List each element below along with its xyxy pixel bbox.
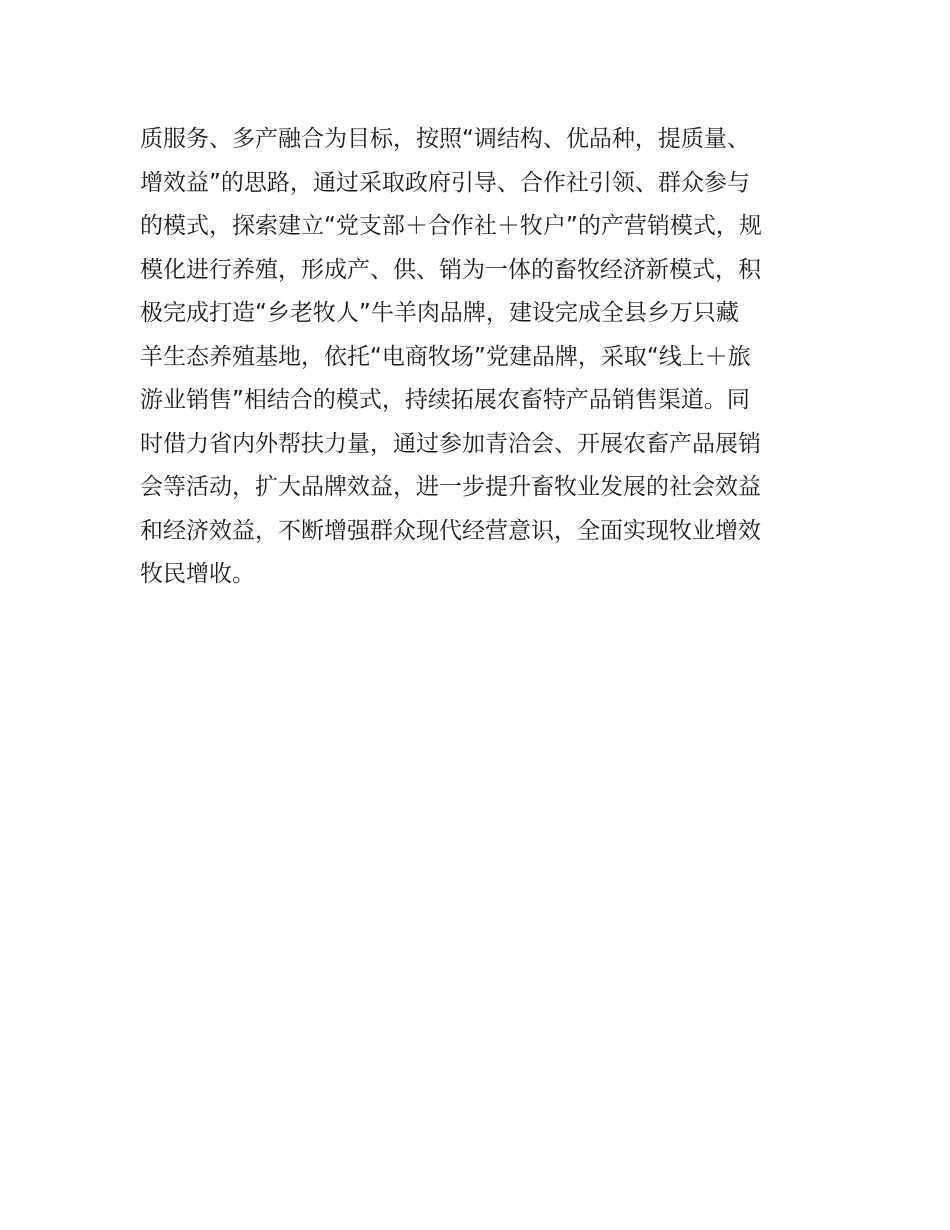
paragraph-line-9: 会等活动，扩大品牌效益，进一步提升畜牧业发展的社会效益: [140, 474, 761, 500]
paragraph-line-1: 质服务、多产融合为目标，按照“调结构、优品种，提质量、: [140, 126, 750, 152]
paragraph-line-2: 增效益”的思路，通过采取政府引导、合作社引领、群众参与: [140, 169, 750, 196]
body-paragraph: [140, 118, 820, 597]
paragraph-line-3: 的模式，探索建立“党支部＋合作社＋牧户”的产营销模式，规: [140, 213, 762, 239]
paragraph-line-8: 时借力省内外帮扶力量，通过参加青洽会、开展农畜产品展销: [140, 430, 761, 457]
paragraph-line-11: 牧民增收。: [140, 561, 255, 587]
paragraph-line-6: 羊生态养殖基地，依托“电商牧场”党建品牌，采取“线上＋旅: [140, 343, 751, 370]
paragraph-line-5: 极完成打造“乡老牧人”牛羊肉品牌，建设完成全县乡万只藏: [140, 300, 739, 326]
paragraph-line-4: 模化进行养殖，形成产、供、销为一体的畜牧经济新模式，积: [140, 256, 761, 283]
paragraph-line-7: 游业销售”相结合的模式，持续拓展农畜特产品销售渠道。同: [140, 387, 750, 413]
paragraph-line-10: 和经济效益，不断增强群众现代经营意识，全面实现牧业增效: [140, 517, 761, 544]
